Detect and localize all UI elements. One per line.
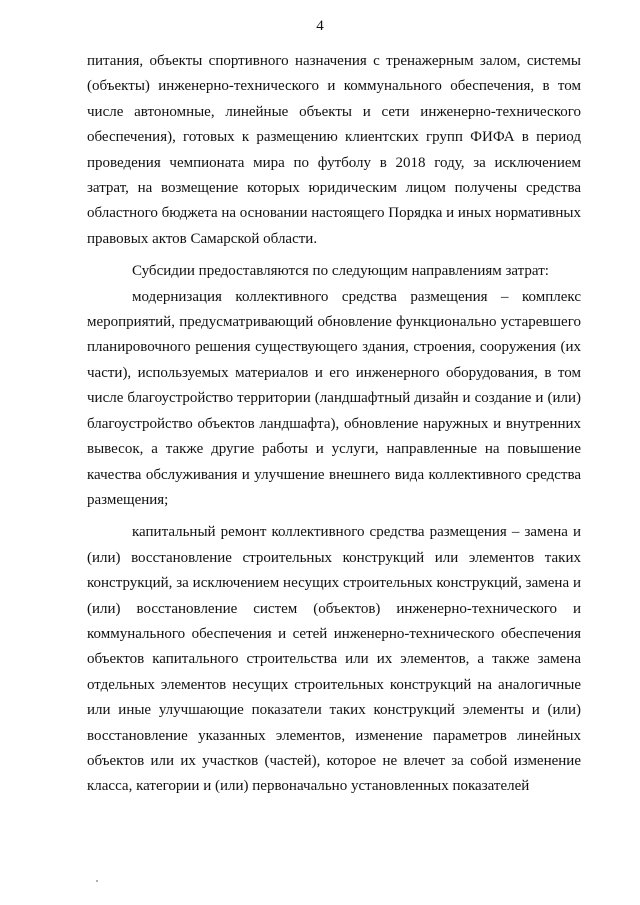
paragraph-capital-repair: капитальный ремонт коллективного средства размещения – замена и (или) восстановление строительных конструкций или элементов таких конструкций, за исключением несущих строительных конструкций, замена и (или) восстановление систем (объектов) инженерно-технического и коммунального обеспечения и сетей инженерно-технического обеспечения объектов капитального строительства или их элементов, а также замена отдельных элементов несущих строительных конструкций на аналогичные или иные улучшающие показатели таких конструкций элементы и (или) восстановление указанных элементов, изменение параметров линейных объектов или их участков (частей), которое не влечет за собой изменение класса, категории и (или) первоначально установленных показателей (87, 524, 581, 795)
paragraph-subsidies-intro: Субсидии предоставляются по следующим направлениям затрат: (132, 263, 549, 280)
paragraph-modernization: модернизация коллективного средства размещения – комплекс мероприятий, предусматривающий обновление функционально устаревшего планировочного решения существующего здания, строения, сооружения (их части), используемых материалов и его инженерного оборудования, в том числе благоустройство территории (ландшафтный дизайн и создание и (или) благоустройство объектов ландшафта), обновление наружных и внутренних вывесок, а также другие работы и услуги, направленные на повышение качества обслуживания и улучшение внешнего вида коллективного средства размещения; (87, 288, 581, 508)
scan-speck (96, 880, 98, 882)
page-number: 4 (316, 18, 324, 34)
document-body (87, 49, 581, 800)
paragraph-continuation: питания, объекты спортивного назначения с тренажерным залом, системы (объекты) инженерно-технического и коммунального обеспечения, в том числе автономные, линейные объекты и сети инженерно-технического обеспечения), готовых к размещению клиентских групп ФИФА в период проведения чемпионата мира по футболу в 2018 году, за исключением затрат, на возмещение которых юридическим лицом получены средства областного бюджета на основании настоящего Порядка и иных нормативных правовых актов Самарской области. (87, 53, 581, 247)
